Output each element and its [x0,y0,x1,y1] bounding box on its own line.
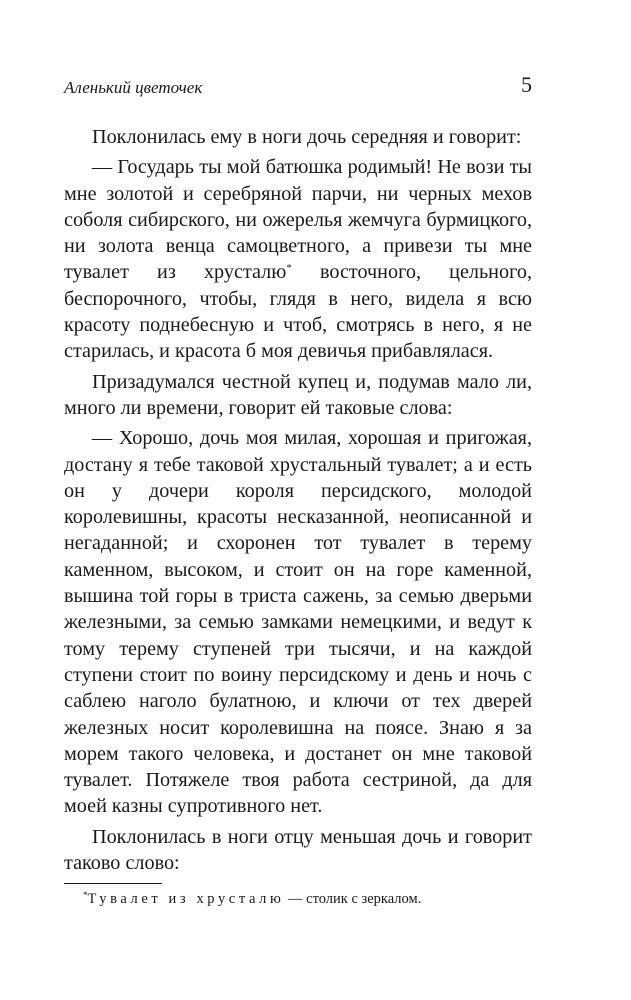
footnote [83,891,543,908]
paragraph-2-part-1: — Государь ты мой батюшка родимый! Не вози ты мне золотой и серебряной парчи, ни черных мехов соболя сибирского, ни ожерелья жемчуга бурмицкого, ни золота венца самоцветного, а привези ты мне тувалет из хрусталю [64,156,532,284]
footnote-term: Тувалет из хрусталю [87,891,285,907]
page-number: 5 [521,72,532,97]
main-text [64,124,532,876]
paragraph-2-part-2: восточного, цельного, беспорочного, чтобы, глядя в него, видела я всю красоту поднебесную и чтоб, смотрясь в него, я не старилась, и красота б моя девичья прибавлялася. [64,261,532,363]
paragraph-1: Поклонилась ему в ноги дочь середняя и говорит: [92,126,522,148]
footnote-marker: * [83,890,88,900]
page-header [64,70,532,100]
footnote-divider [64,883,162,884]
running-title: Аленький цветочек [64,78,203,97]
paragraph-5: Поклонилась в ноги отцу меньшая дочь и говорит таково слово: [64,825,532,875]
footnote-reference-marker: * [286,262,292,275]
paragraph-3: Призадумался честной купец и, подумав мало ли, много ли времени, говорит ей таковые слова: [64,370,532,419]
paragraph-4: — Хорошо, дочь моя милая, хорошая и пригожая, достану я тебе таковой хрустальный тувалет; а и есть он у дочери короля персидского, молодой королевишны, красоты несказанной, неописанной и негаданной; и схоронен тот тувалет в терему каменном, высоком, и стоит он на горе каменной, вышина той горы в триста сажень, за семью дверьми железными, за семью замками немецкими, и ведут к тому терему ступеней три тысячи, и на каждой ступени стоит по воину персидскому и день и ночь с саблею наголо булатною, и ключи от тех дверей железных носит королевишна на поясе. Знаю я за морем такого человека, и достанет он мне таковой тувалет. Потяжеле твоя работа сестриной, да для моей казны супротивного нет. [64,427,532,818]
paragraph-2 [64,154,532,364]
footnote-definition: — столик с зеркалом. [284,891,422,907]
